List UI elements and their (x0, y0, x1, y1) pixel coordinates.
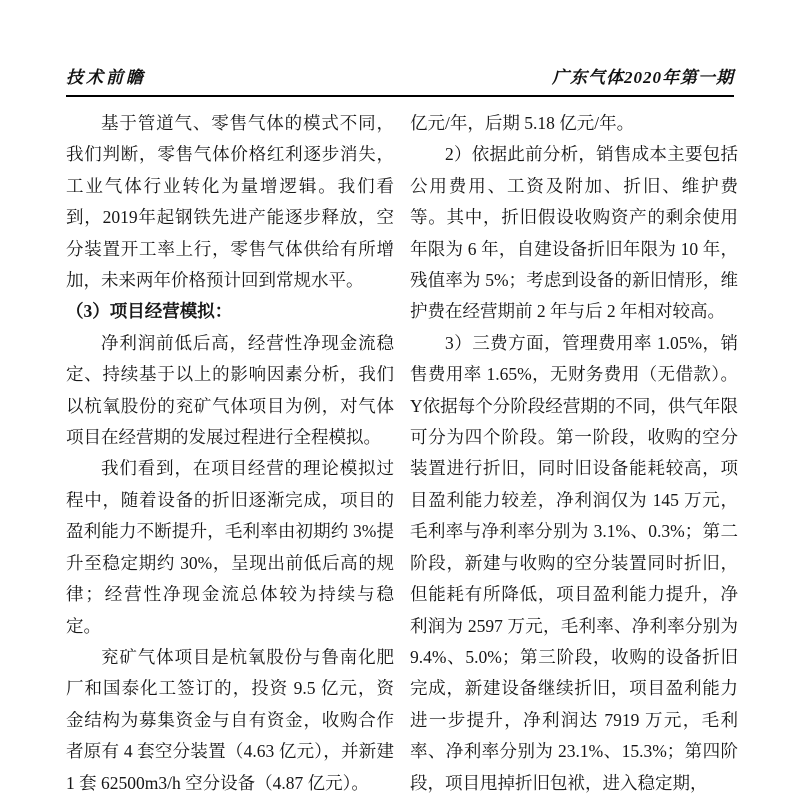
header-divider (66, 95, 734, 97)
paragraph-simulation-intro: 净利润前低后高，经营性净现金流稳定、持续基于以上的影响因素分析，我们以杭氧股份的兖矿气体项目为例，对气体项目在经营期的发展过程进行全程模拟。 (66, 332, 394, 448)
paragraph-cost-assumptions: 2）依据此前分析，销售成本主要包括公用费用、工资及附加、折旧、维护费等。其中，折旧假设收购资产的剩余使用年限为 6 年，自建设备折旧年限为 10 年，残值率为 5%；考虑到设备的新旧情形，维护费在经营期前 2 年与后 2 年相对较高。 (410, 144, 738, 322)
page-body (66, 108, 738, 799)
paragraph-margin-pattern: 我们看到，在项目经营的理论模拟过程中，随着设备的折旧逐渐完成，项目的盈利能力不断提升，毛利率由初期约 3%提升至稳定期约 30%，呈现出前低后高的规律；经营性净现金流总体较为持续与稳定。 (66, 458, 394, 636)
section-heading-project-simulation: （3）项目经营模拟： (66, 301, 233, 322)
right-column (410, 108, 738, 799)
paragraph-market-model: 基于管道气、零售气体的模式不同，我们判断，零售气体价格红利逐步消失，工业气体行业转化为量增逻辑。我们看到，2019年起钢铁先进产能逐步释放，空分装置开工率上行，零售气体供给有所增加，未来两年价格预计回到常规水平。 (66, 113, 394, 291)
paragraph-expense-and-stages: 3）三费方面，管理费用率 1.05%，销售费用率 1.65%，无财务费用（无借款）。Υ依据每个分阶段经营期的不同，供气年限可分为四个阶段。第一阶段，收购的空分装置进行折旧，同时旧设备能耗较高，项目盈利能力较差，净利润仅为 145 万元，毛利率与净利率分别为 3.1%、0.3%；第二阶段，新建与收购的空分装置同时折旧，但能耗有所降低，项目盈利能力提升，净利润为 2597 万元，毛利率、净利率分别为 9.4%、5.0%；第三阶段，收购的设备折旧完成，新建设备继续折旧，项目盈利能力进一步提升，净利润达 7919 万元，毛利率、净利率分别为 23.1%、15.3%；第四阶段，项目甩掉折旧包袱，进入稳定期， (410, 332, 738, 793)
header-issue-title: 广东气体2020年第一期 (552, 68, 734, 87)
header-section-title: 技术前瞻 (66, 68, 146, 87)
paragraph-yankuang-project: 兖矿气体项目是杭氧股份与鲁南化肥厂和国泰化工签订的，投资 9.5 亿元，资金结构为募集资金与自有资金，收购合作者原有 4 套空分装置（4.63 亿元），并新建 1 套 62500m3/h 空分设备（4.87 亿元）。 (66, 646, 394, 793)
page-header (66, 63, 734, 88)
left-column (66, 108, 394, 799)
paragraph-revenue-continued: 亿元/年，后期 5.18 亿元/年。 (410, 113, 635, 133)
